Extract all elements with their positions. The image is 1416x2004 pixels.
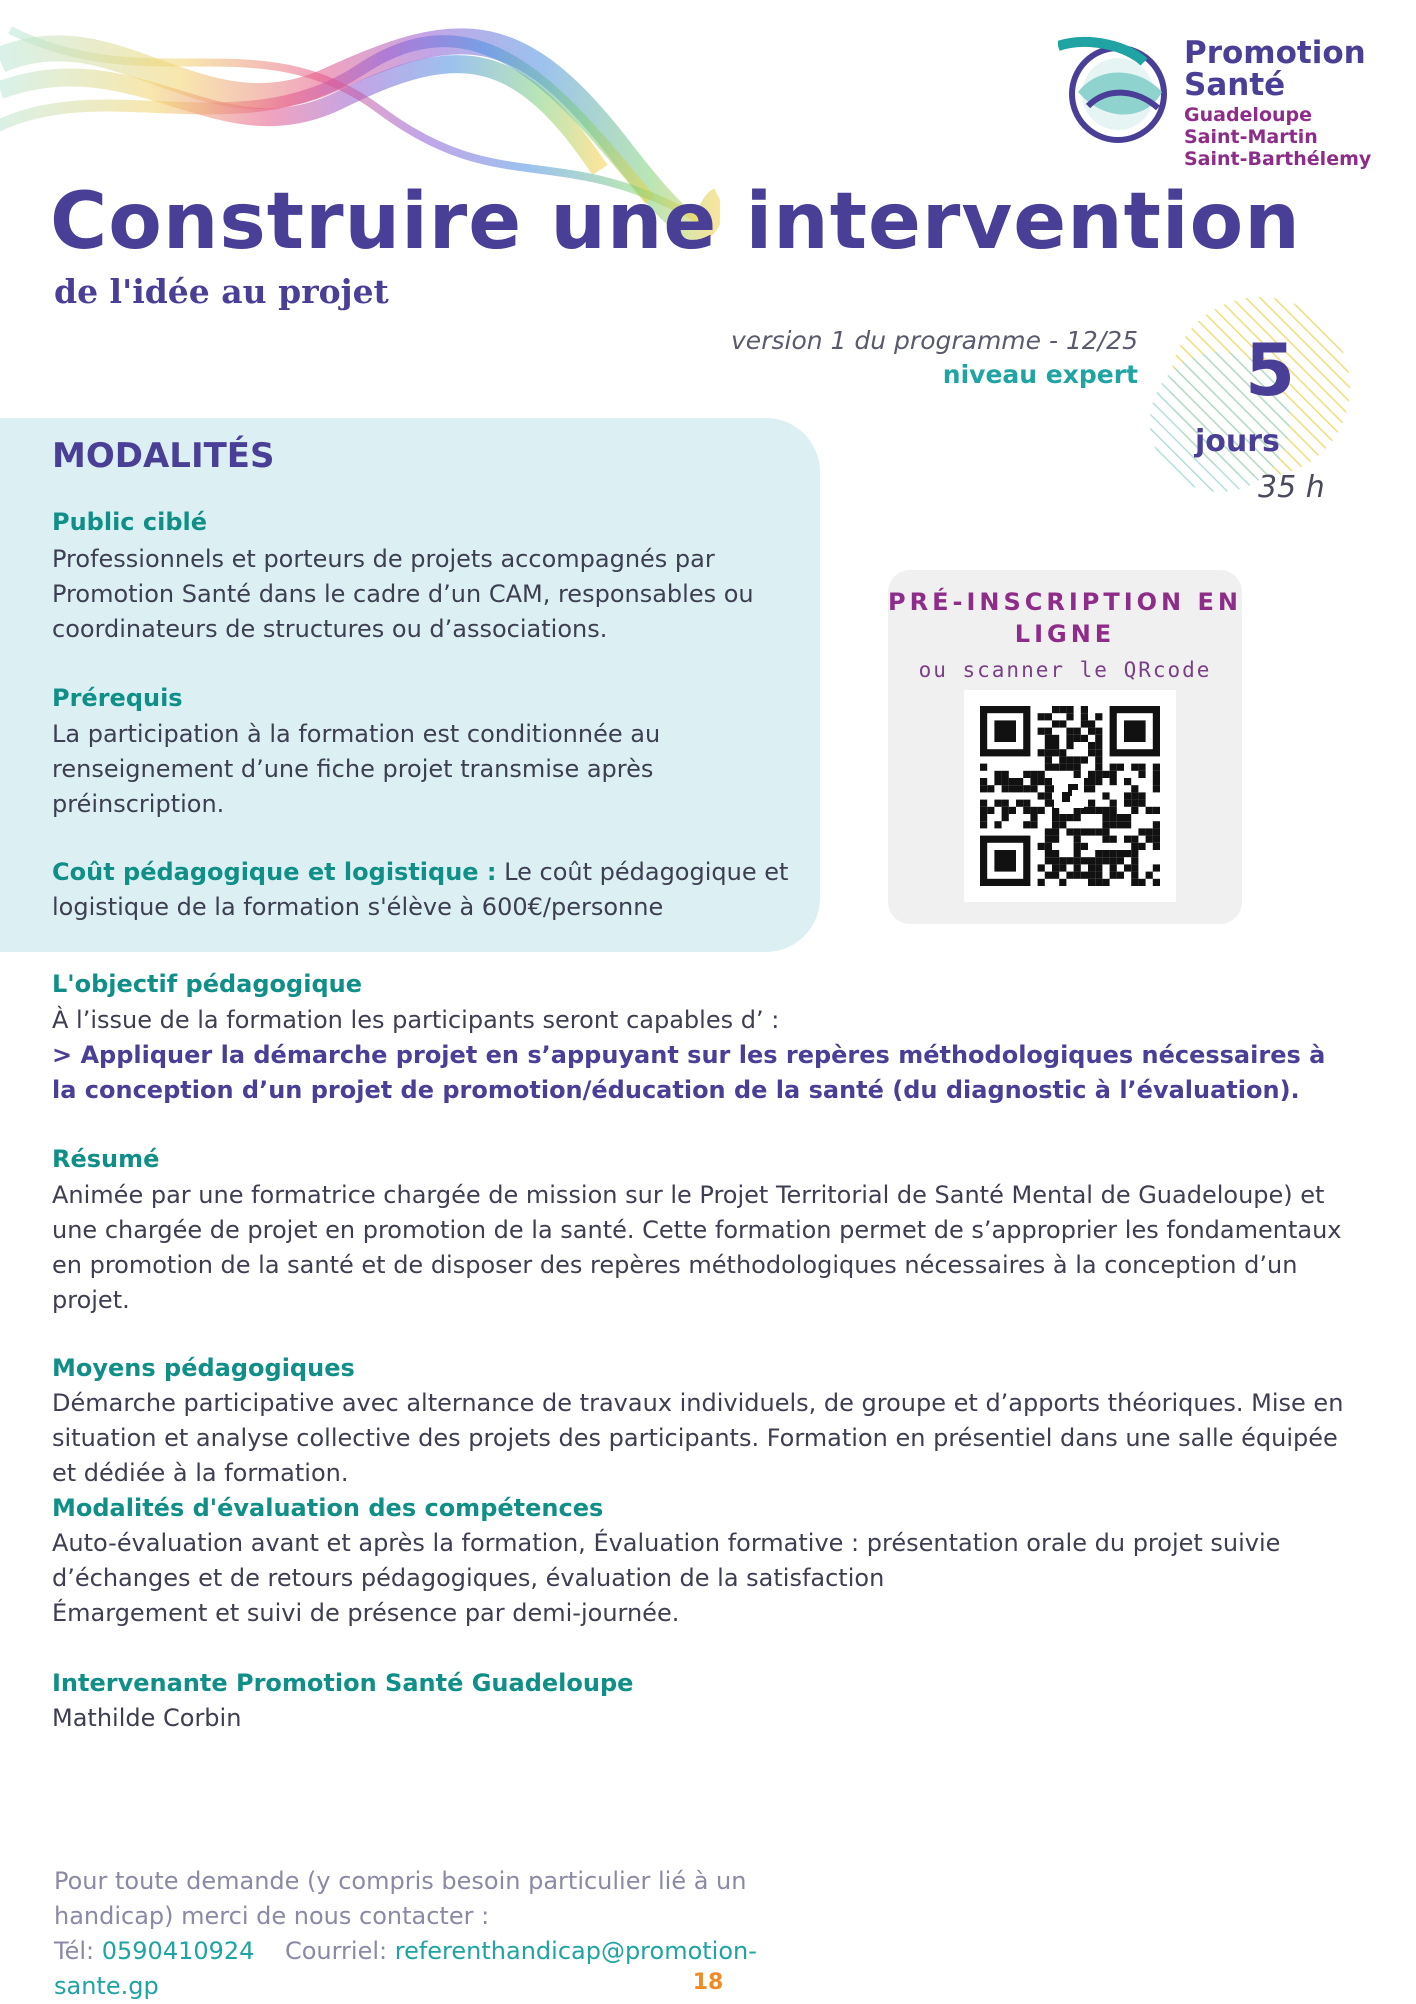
duration-days-label: jours xyxy=(1195,424,1280,459)
qr-code-icon[interactable] xyxy=(964,690,1176,902)
cout-heading: Coût pédagogique et logistique : xyxy=(52,858,497,886)
evaluation-text xyxy=(52,1526,1352,1631)
logo-text-guadeloupe: Guadeloupe xyxy=(1184,104,1313,126)
moyens-heading: Moyens pédagogiques xyxy=(52,1354,355,1382)
evaluation-text-line1: Auto-évaluation avant et après la formation, Évaluation formative : présentation orale du projet suivie d’échanges et de retours pédagogiques, évaluation de la satisfaction xyxy=(52,1529,1281,1592)
promotion-sante-logo-icon xyxy=(1058,36,1178,144)
logo-text-promotion: Promotion xyxy=(1184,35,1366,71)
cout-text: Le coût pédagogique et logistique de la formation s'élève à 600€/personne xyxy=(52,858,789,921)
program-version: version 1 du programme - 12/25 xyxy=(731,326,1138,355)
public-cible-text: Professionnels et porteurs de projets accompagnés par Promotion Santé dans le cadre d’un CAM, responsables ou coordinateurs de structures ou d’associations. xyxy=(52,545,754,643)
objectif-heading: L'objectif pédagogique xyxy=(52,970,362,998)
page-number: 18 xyxy=(692,1970,724,1995)
logo-text-saint-barthelemy: Saint-Barthélemy xyxy=(1184,148,1372,170)
intervenant-name: Mathilde Corbin xyxy=(52,1704,242,1732)
evaluation-text-line2: Émargement et suivi de présence par demi-journée. xyxy=(52,1599,680,1627)
cout-block xyxy=(52,855,792,925)
objectif-statement: > Appliquer la démarche projet en s’appuyant sur les repères méthodologiques nécessaires à la conception d’un projet de promotion/éducation de la santé (du diagnostic à l’évaluation). xyxy=(52,1041,1326,1104)
resume-heading: Résumé xyxy=(52,1145,160,1173)
evaluation-heading: Modalités d'évaluation des compétences xyxy=(52,1494,604,1522)
moyens-text: Démarche participative avec alternance de travaux individuels, de groupe et d’apports théoriques. Mise en situation et analyse collective des projets des participants. Formation en présentiel dans une salle équipée et dédiée à la formation. xyxy=(52,1389,1344,1487)
objectif-intro: À l’issue de la formation les participants seront capables d’ : xyxy=(52,1006,780,1034)
modalites-heading: MODALITÉS xyxy=(52,436,275,476)
tel-label: Tél: xyxy=(54,1937,102,1965)
prerequis-heading: Prérequis xyxy=(52,684,183,712)
tel-link[interactable]: 0590410924 xyxy=(101,1937,255,1965)
page-subtitle: de l'idée au projet xyxy=(54,272,389,311)
qr-instruction: ou scanner le QRcode xyxy=(918,658,1212,682)
logo-text-saint-martin: Saint-Martin xyxy=(1184,126,1318,148)
duration-days-number: 5 xyxy=(1244,328,1296,412)
public-cible-heading: Public ciblé xyxy=(52,508,208,536)
duration-hours: 35 h xyxy=(1258,470,1325,505)
level-label: niveau expert xyxy=(942,360,1138,389)
resume-text: Animée par une formatrice chargée de mission sur le Projet Territorial de Santé Mental de Guadeloupe) et une chargée de projet en promotion de la santé. Cette formation permet de s’approprier les fondamentaux en promotion de la santé et de disposer des repères méthodologiques nécessaires à la conception d’un projet. xyxy=(52,1181,1342,1314)
mail-label: Courriel: xyxy=(284,1937,395,1965)
intervenant-heading: Intervenante Promotion Santé Guadeloupe xyxy=(52,1669,634,1697)
email-link[interactable]: referenthandicap@promotion-sante.gp xyxy=(54,1937,757,2000)
contact-intro: Pour toute demande (y compris besoin particulier lié à un handicap) merci de nous contacter : xyxy=(54,1867,747,1930)
preinscription-link[interactable]: PRÉ-INSCRIPTION EN LIGNE xyxy=(888,588,1242,648)
page-title: Construire une intervention xyxy=(50,177,1301,267)
logo-text-sante: Santé xyxy=(1184,67,1286,103)
prerequis-text: La participation à la formation est conditionnée au renseignement d’une fiche projet transmise après préinscription. xyxy=(52,720,661,818)
